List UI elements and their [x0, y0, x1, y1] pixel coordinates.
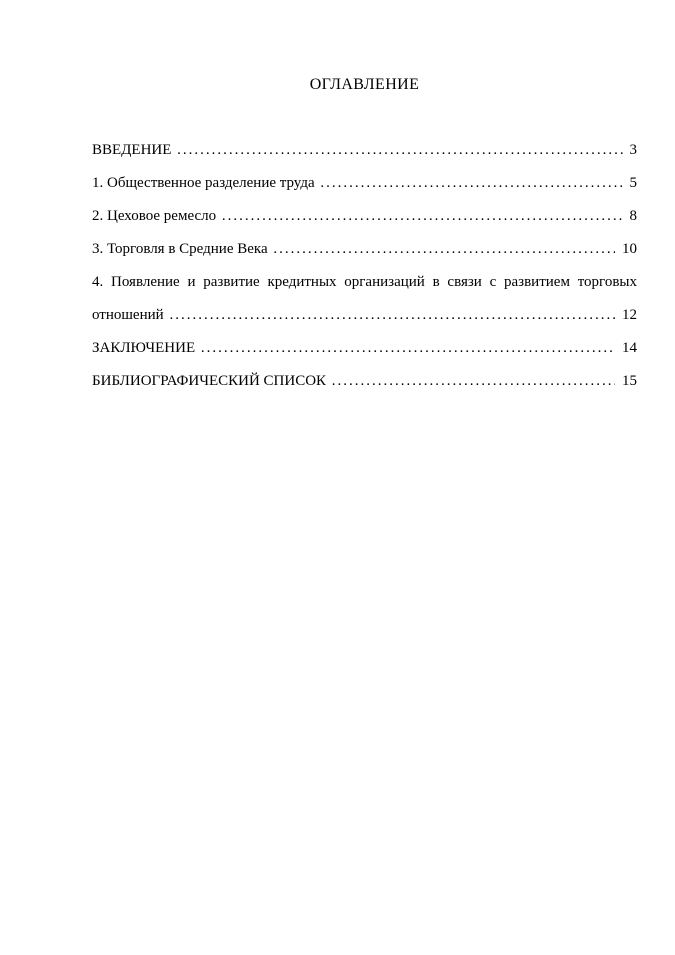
toc-entry-title: ЗАКЛЮЧЕНИЕ	[92, 340, 196, 356]
toc-entry-page-number: 15	[615, 365, 637, 398]
toc-entry-chapter-4[interactable]	[92, 266, 637, 332]
toc-entry-title: БИБЛИОГРАФИЧЕСКИЙ СПИСОК	[92, 373, 327, 389]
toc-entry-page-number: 3	[623, 134, 638, 167]
toc-entry-conclusion[interactable]	[92, 332, 637, 365]
toc-entry-title: 4. Появление и развитие кредитных организаций в связи с развитием торговых отношений	[92, 274, 637, 323]
toc-entry-chapter-3[interactable]	[92, 233, 637, 266]
toc-entry-title: 1. Общественное разделение труда	[92, 175, 315, 191]
toc-entry-introduction[interactable]	[92, 134, 637, 167]
toc-entry-page-number: 5	[623, 167, 638, 200]
toc-entry-chapter-1[interactable]	[92, 167, 637, 200]
page-title: ОГЛАВЛЕНИЕ	[309, 76, 420, 93]
toc-entry-title: 2. Цеховое ремесло	[92, 208, 217, 224]
toc-entry-page-number: 14	[615, 332, 637, 365]
table-of-contents	[92, 134, 637, 398]
toc-entry-title: 3. Торговля в Средние Века	[92, 241, 268, 257]
toc-entry-page-number: 8	[623, 200, 638, 233]
toc-entry-chapter-2[interactable]	[92, 200, 637, 233]
toc-entry-bibliography[interactable]	[92, 365, 637, 398]
toc-entry-page-number: 12	[615, 299, 637, 332]
toc-entry-title: ВВЕДЕНИЕ	[92, 142, 172, 158]
toc-entry-page-number: 10	[615, 233, 637, 266]
